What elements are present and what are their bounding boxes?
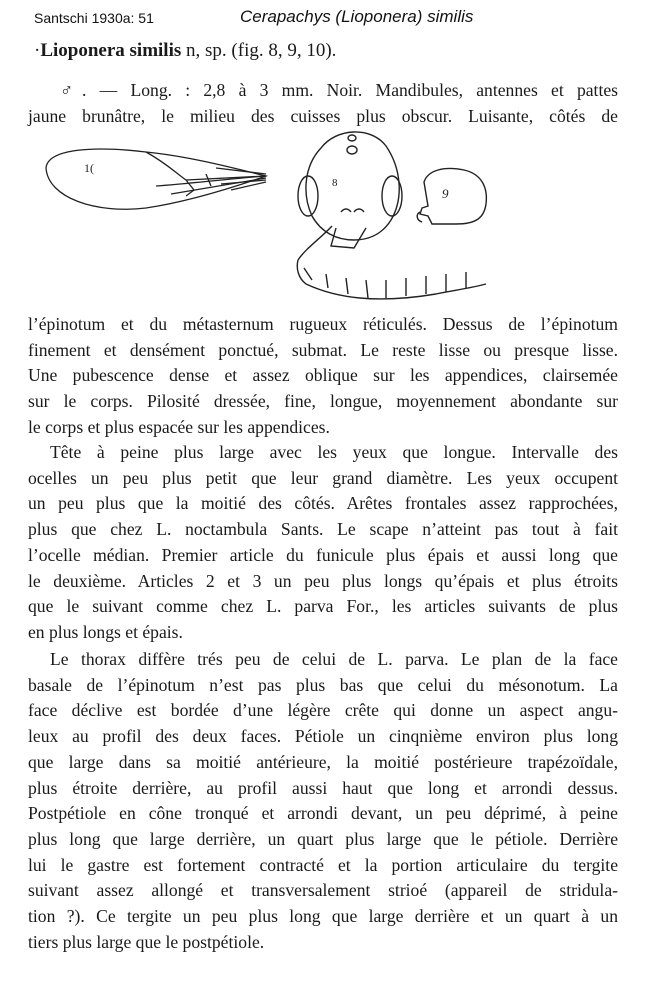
text-line: que le suivant comme chez L. parva For., les articles suivants de plus <box>28 596 618 617</box>
paragraph-male-description <box>28 78 618 129</box>
figure-svg <box>36 128 506 308</box>
petiole-figure-label: 9 <box>442 186 449 201</box>
head-drawing <box>297 132 486 299</box>
species-name: Lioponera similis <box>40 40 182 61</box>
text-line: Le thorax diffère trés peu de celui de L. parva. Le plan de la face <box>50 649 618 669</box>
species-title: ·Lioponera similis n, sp. (fig. 8, 9, 10). <box>34 40 337 61</box>
text-line: plus étroite derrière, au profil aussi haut que long et arrondi dessus. <box>28 777 618 798</box>
text-line: Une pubescence dense et assez oblique sur les appendices, clairsemée <box>28 365 618 386</box>
text-line: tiers plus large que le postpétiole. <box>28 931 265 952</box>
paragraph-thorax <box>28 647 618 955</box>
text-line: jaune brunâtre, le milieu des cuisses plus obscur. Luisante, côtés de <box>28 105 618 126</box>
text-line: Tête à peine plus large avec les yeux que longue. Intervalle des <box>50 442 618 462</box>
text-line: un peu plus que la moitié des côtés. Arêtes frontales assez rapprochées, <box>28 493 618 514</box>
wing-drawing <box>46 149 266 209</box>
paragraph-sculpture-pilosity <box>28 312 618 441</box>
text-line: lui le gastre est fortement contracté et la portion articulaire du tergite <box>28 854 618 875</box>
text-line: le corps et plus espacée sur les appendices. <box>28 416 330 437</box>
text-line: basale de l’épinotum n’est pas plus bas que celui du mésonotum. La <box>28 674 618 695</box>
text-line: que large dans sa moitié antérieure, la moitié postérieure trapézoïdale, <box>28 751 618 772</box>
head-figure-label: 8 <box>332 177 338 189</box>
species-status: n, sp. (fig. 8, 9, 10). <box>181 40 337 61</box>
paragraph-head <box>28 440 618 646</box>
text-line: face déclive est bordée d’une légère crête qui donne un aspect angu- <box>28 700 618 721</box>
text-line: sur le corps. Pilosité dressée, fine, longue, moyennement abondante sur <box>28 391 618 412</box>
text-line: tion ?). Ce tergite un peu plus long que large derrière et un quart à un <box>28 906 618 927</box>
text-line: ♂. — Long. : 2,8 à 3 mm. Noir. Mandibules, antennes et pattes <box>60 80 618 100</box>
text-line: l’épinotum et du métasternum rugueux réticulés. Dessus de l’épinotum <box>28 314 618 334</box>
petiole-drawing <box>417 169 486 225</box>
text-line: finement et densément ponctué, submat. Le reste lisse ou presque lisse. <box>28 339 618 360</box>
source-citation: Santschi 1930a: 51 <box>34 10 154 26</box>
taxon-name-header: Cerapachys (Lioponera) similis <box>240 7 474 26</box>
text-line: en plus longs et épais. <box>28 621 183 642</box>
page-header <box>0 0 660 26</box>
text-line: suivant assez allongé et transversalement strioé (appareil de stridula- <box>28 880 618 901</box>
text-line: leux au profil des deux faces. Pétiole un cinqnième environ plus long <box>28 726 618 747</box>
text-line: plus long que large derrière, un quart plus large que le pétiole. Derrière <box>28 828 618 849</box>
text-line: Postpétiole en cône tronqué et arrondi devant, un peu déprimé, à peine <box>28 803 618 824</box>
text-line: le deuxième. Articles 2 et 3 un peu plus longs qu’épais et plus étroits <box>28 570 618 591</box>
figure-drawings <box>36 128 506 308</box>
wing-figure-label: 1( <box>84 161 94 175</box>
text-line: l’ocelle médian. Premier article du funicule plus épais et aussi long que <box>28 544 618 565</box>
text-line: plus que chez L. noctambula Sants. Le scape n’atteint pas tout à fait <box>28 519 618 540</box>
text-line: ocelles un peu plus petit que leur grand diamètre. Les yeux occupent <box>28 467 618 488</box>
